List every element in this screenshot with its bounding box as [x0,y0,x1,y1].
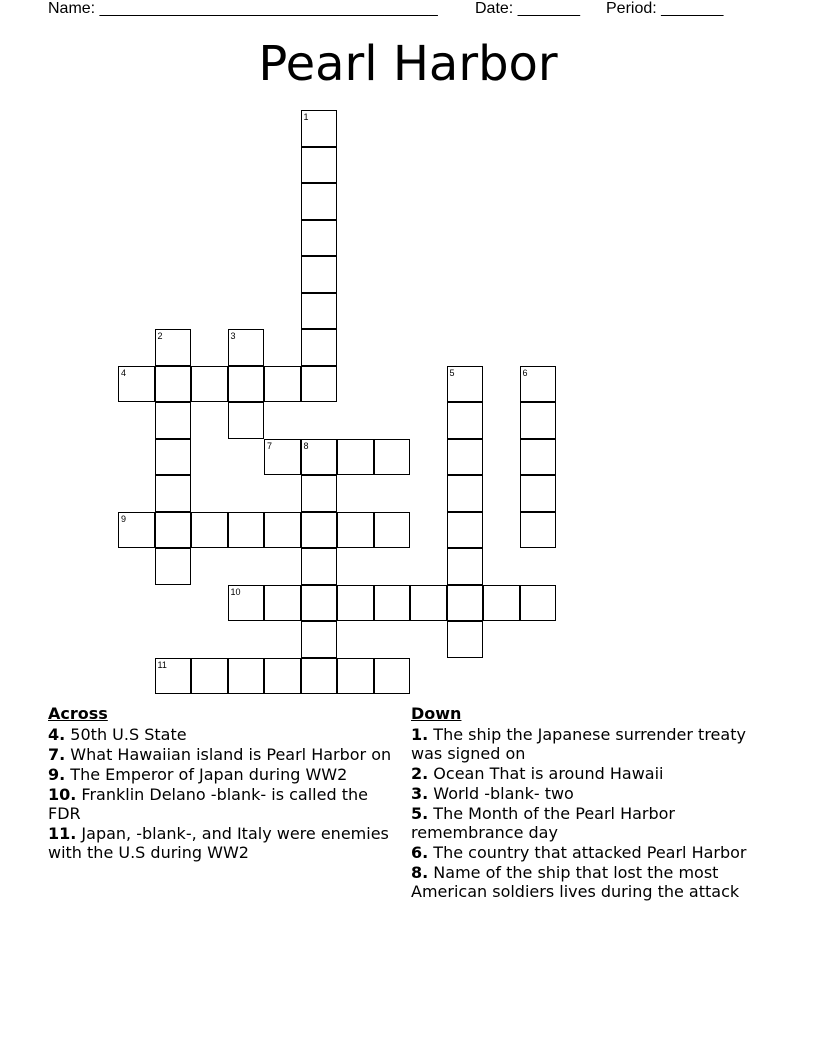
clue-number: 5. [411,804,429,823]
date-field[interactable]: Date: _______ [475,0,580,17]
crossword-cell[interactable] [447,366,484,403]
crossword-cell[interactable] [301,183,338,220]
down-clue [411,725,771,763]
down-clue [411,784,771,803]
down-clue [411,804,771,842]
across-clue [48,745,393,764]
crossword-cell[interactable] [155,475,192,512]
clue-number: 6 [522,367,528,378]
clue-number: 8. [411,863,429,882]
crossword-cell[interactable] [155,439,192,476]
crossword-cell[interactable] [520,402,557,439]
crossword-cell[interactable] [520,585,557,622]
crossword-cell[interactable] [337,512,374,549]
crossword-cell[interactable] [520,512,557,549]
clue-number: 7 [267,440,273,451]
across-clues [48,704,393,863]
clue-text: The Month of the Pearl Harbor remembrance day [411,804,676,842]
clue-number: 3. [411,784,429,803]
clue-number: 3 [230,331,236,341]
clue-text: Japan, -blank-, and Italy were enemies with the U.S during WW2 [48,824,389,862]
clue-text: 50th U.S State [65,725,187,744]
down-clue [411,843,771,862]
crossword-cell[interactable] [520,439,557,476]
down-clue [411,764,771,783]
crossword-cell[interactable] [118,512,155,549]
crossword-cell[interactable] [301,366,338,403]
period-field[interactable]: Period: _______ [606,0,724,17]
clue-number: 11 [157,659,167,670]
across-clue [48,765,393,784]
crossword-cell[interactable] [301,293,338,330]
crossword-cell[interactable] [447,548,484,585]
across-clue [48,725,393,744]
crossword-cell[interactable] [264,366,301,403]
clue-number: 4 [121,367,127,378]
clue-number: 5 [449,367,455,378]
across-clue [48,785,393,823]
crossword-cell[interactable] [301,329,338,366]
crossword-cell[interactable] [301,256,338,293]
clue-number: 10. [48,785,77,804]
crossword-cell[interactable] [228,658,265,695]
crossword-cell[interactable] [301,621,338,658]
crossword-cell[interactable] [301,548,338,585]
clue-text: Name of the ship that lost the most American soldiers lives during the attack [411,863,740,901]
crossword-cell[interactable] [410,585,447,622]
crossword-cell[interactable] [374,585,411,622]
clue-number: 8 [303,440,309,451]
crossword-cell[interactable] [447,621,484,658]
across-clue [48,824,393,862]
crossword-cell[interactable] [520,475,557,512]
crossword-cell[interactable] [447,402,484,439]
clue-text: What Hawaiian island is Pearl Harbor on [65,745,392,764]
crossword-cell[interactable] [264,439,301,476]
across-clue-list [48,725,393,862]
crossword-cell[interactable] [191,512,228,549]
across-heading: Across [48,704,108,723]
crossword-cell[interactable] [155,329,192,366]
crossword-cell[interactable] [301,220,338,257]
clue-text: Franklin Delano -blank- is called the FDR [48,785,368,823]
down-heading: Down [411,704,462,723]
crossword-cell[interactable] [228,512,265,549]
clue-number: 7. [48,745,66,764]
crossword-cell[interactable] [447,585,484,622]
clue-number: 11. [48,824,77,843]
crossword-cell[interactable] [447,439,484,476]
clue-text: Ocean That is around Hawaii [428,764,664,783]
crossword-cell[interactable] [337,439,374,476]
crossword-cell[interactable] [301,475,338,512]
crossword-cell[interactable] [520,366,557,403]
crossword-cell[interactable] [337,658,374,695]
crossword-cell[interactable] [447,475,484,512]
down-clues [411,704,771,902]
clue-text: World -blank- two [428,784,574,803]
down-clue [411,863,771,901]
clue-number: 9 [121,513,127,524]
crossword-cell[interactable] [264,585,301,622]
crossword-cell[interactable] [155,512,192,549]
crossword-cell[interactable] [118,366,155,403]
name-field[interactable]: Name: ______________________________________ [48,0,438,17]
clue-text: The country that attacked Pearl Harbor [428,843,747,862]
crossword-cell[interactable] [374,439,411,476]
clue-number: 10 [230,586,241,597]
crossword-cell[interactable] [374,512,411,549]
page-title: Pearl Harbor [258,36,558,92]
clue-number: 9. [48,765,66,784]
crossword-cell[interactable] [301,512,338,549]
crossword-cell[interactable] [447,512,484,549]
crossword-cell[interactable] [264,512,301,549]
clue-number: 1. [411,725,429,744]
clue-number: 4. [48,725,66,744]
crossword-cell[interactable] [374,658,411,695]
crossword-cell[interactable] [264,658,301,695]
clue-number: 1 [303,112,309,122]
clue-text: The ship the Japanese surrender treaty was signed on [411,725,746,763]
crossword-cell[interactable] [191,366,228,403]
crossword-cell[interactable] [155,658,192,695]
down-clue-list [411,725,771,901]
clue-number: 6. [411,843,429,862]
crossword-cell[interactable] [191,658,228,695]
crossword-cell[interactable] [228,329,265,366]
crossword-cell[interactable] [301,658,338,695]
crossword-cell[interactable] [301,110,338,147]
crossword-cell[interactable] [483,585,520,622]
crossword-cell[interactable] [301,147,338,184]
crossword-cell[interactable] [155,402,192,439]
crossword-cell[interactable] [337,585,374,622]
crossword-cell[interactable] [301,439,338,476]
clue-number: 2. [411,764,429,783]
crossword-cell[interactable] [228,366,265,403]
crossword-cell[interactable] [155,548,192,585]
clue-number: 2 [157,331,163,341]
crossword-cell[interactable] [228,402,265,439]
clue-text: The Emperor of Japan during WW2 [65,765,348,784]
crossword-cell[interactable] [155,366,192,403]
crossword-cell[interactable] [301,585,338,622]
crossword-cell[interactable] [228,585,265,622]
